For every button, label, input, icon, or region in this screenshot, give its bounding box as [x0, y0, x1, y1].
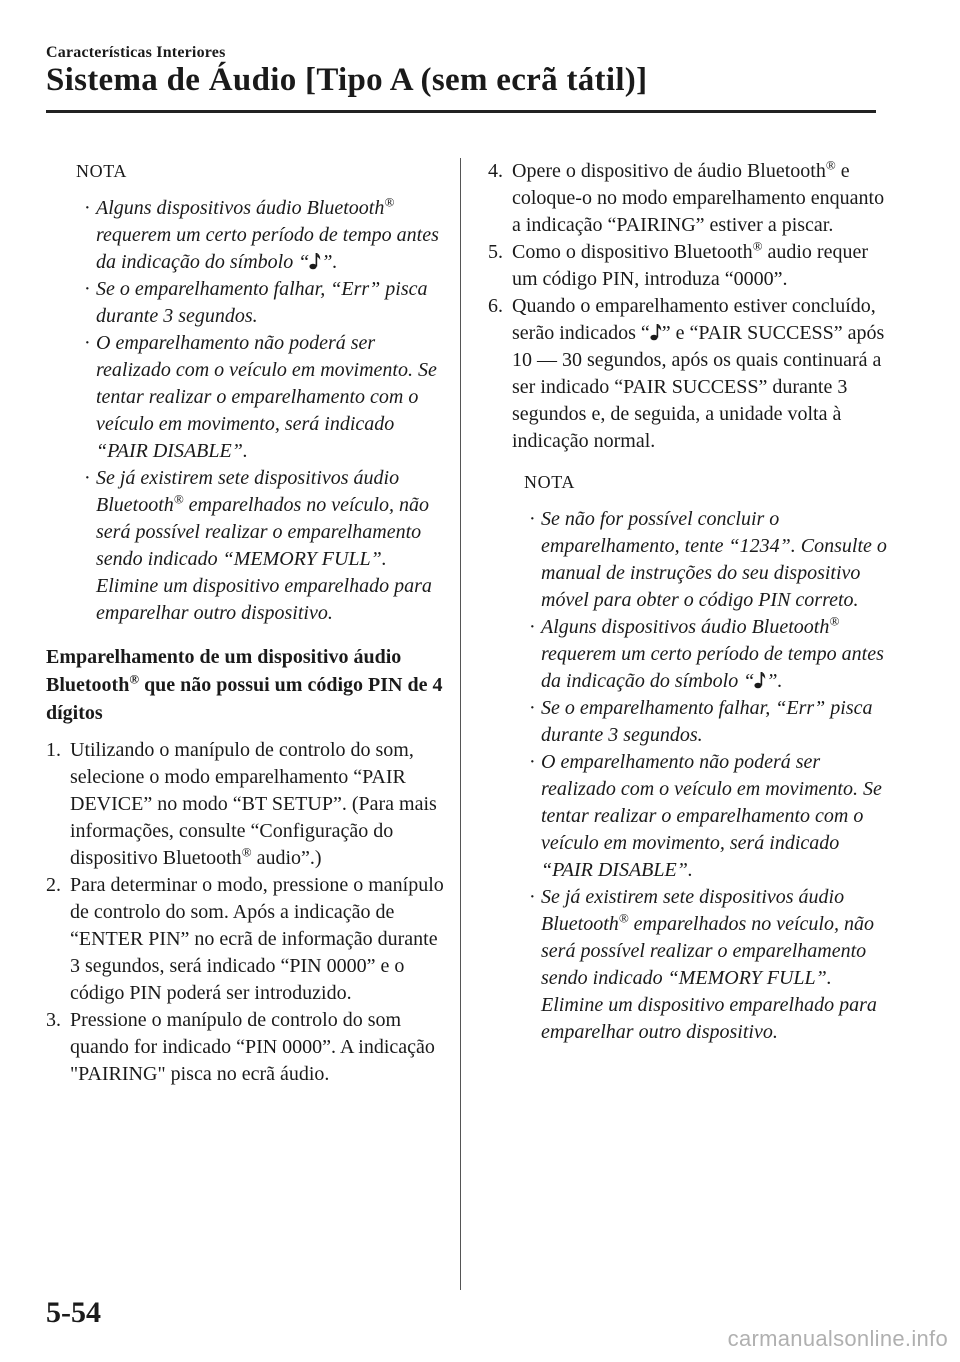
note-item: · Se já existirem sete dispositivos áudio Bluetooth® emparelhados no veículo, não será possível realizar o emparelhamento sendo indicado “MEMORY FULL”. Elimine um dispositivo emparelhado para emparelhar outro dispositivo.: [529, 886, 877, 1043]
step-item: 3. Pressione o manípulo de controlo do som quando for indicado “PIN 0000”. A indicação "PAIRING" pisca no ecrã áudio.: [46, 1009, 435, 1085]
left-column: [46, 158, 446, 1088]
step-item: 1. Utilizando o manípulo de controlo do som, selecione o modo emparelhamento “PAIR DEVICE” no modo “BT SETUP”. (Para mais informações, consulte “Configuração do dispositivo Bluetooth® audio”.): [46, 739, 437, 869]
page-number: 5-54: [46, 1296, 101, 1329]
music-note-icon: [650, 323, 662, 341]
nota-label: NOTA: [524, 472, 575, 492]
step-item: 4. Opere o dispositivo de áudio Bluetooth® e coloque-o no modo emparelhamento enquanto a indicação “PAIRING” estiver a piscar.: [488, 157, 885, 236]
note-item: · O emparelhamento não poderá ser realizado com o veículo em movimento. Se tentar realizar o emparelhamento com o veículo em movimento, será indicado “PAIR DISABLE”.: [84, 332, 437, 462]
note-item: · Se o emparelhamento falhar, “Err” pisca durante 3 segundos.: [529, 697, 873, 746]
note-item: · Alguns dispositivos áudio Bluetooth® requerem um certo período de tempo antes da indicação do símbolo “ ”.: [529, 613, 884, 692]
step-list: [488, 158, 888, 455]
section-heading: Emparelhamento de um dispositivo áudio Bluetooth® que não possui um código PIN de 4 dígitos: [46, 646, 443, 724]
note-item: · Se já existirem sete dispositivos áudio Bluetooth® emparelhados no veículo, não será possível realizar o emparelhamento sendo indicado “MEMORY FULL”. Elimine um dispositivo emparelhado para emparelhar outro dispositivo.: [84, 467, 432, 624]
nota-label: NOTA: [76, 161, 127, 181]
note-item: · Se o emparelhamento falhar, “Err” pisca durante 3 segundos.: [84, 278, 428, 327]
step-item: 2. Para determinar o modo, pressione o manípulo de controlo do som. Após a indicação de “ENTER PIN” no ecrã de informação durante 3 segundos, será indicado “PIN 0000” e o código PIN poderá ser introduzido.: [46, 874, 444, 1004]
note-item: · Alguns dispositivos áudio Bluetooth® requerem um certo período de tempo antes da indicação do símbolo “ ”.: [84, 194, 439, 273]
music-note-icon: [754, 671, 766, 689]
music-note-icon: [309, 252, 321, 270]
header-rule: [46, 110, 876, 113]
note-list: [46, 195, 446, 627]
step-list: [46, 737, 446, 1088]
step-item: 5. Como o dispositivo Bluetooth® audio requer um código PIN, introduza “0000”.: [488, 238, 868, 290]
note-list: [488, 506, 888, 1046]
right-column: [488, 158, 888, 1046]
note-item: · O emparelhamento não poderá ser realizado com o veículo em movimento. Se tentar realizar o emparelhamento com o veículo em movimento, será indicado “PAIR DISABLE”.: [529, 751, 882, 881]
note-item: · Se não for possível concluir o emparelhamento, tente “1234”. Consulte o manual de instruções do seu dispositivo móvel para obter o código PIN correto.: [529, 508, 887, 611]
page-title: Sistema de Áudio [Tipo A (sem ecrã tátil)]: [46, 62, 648, 98]
watermark: carmanualsonline.info: [727, 1326, 948, 1351]
step-item: 6. Quando o emparelhamento estiver concluído, serão indicados “ ” e “PAIR SUCCESS” após 10 — 30 segundos, após os quais continuará a ser indicado “PAIR SUCCESS” durante 3 segundos e, de seguida, a unidade volta à indicação normal.: [488, 295, 885, 452]
column-divider: [460, 158, 461, 1290]
section-label: Características Interiores: [46, 44, 226, 61]
